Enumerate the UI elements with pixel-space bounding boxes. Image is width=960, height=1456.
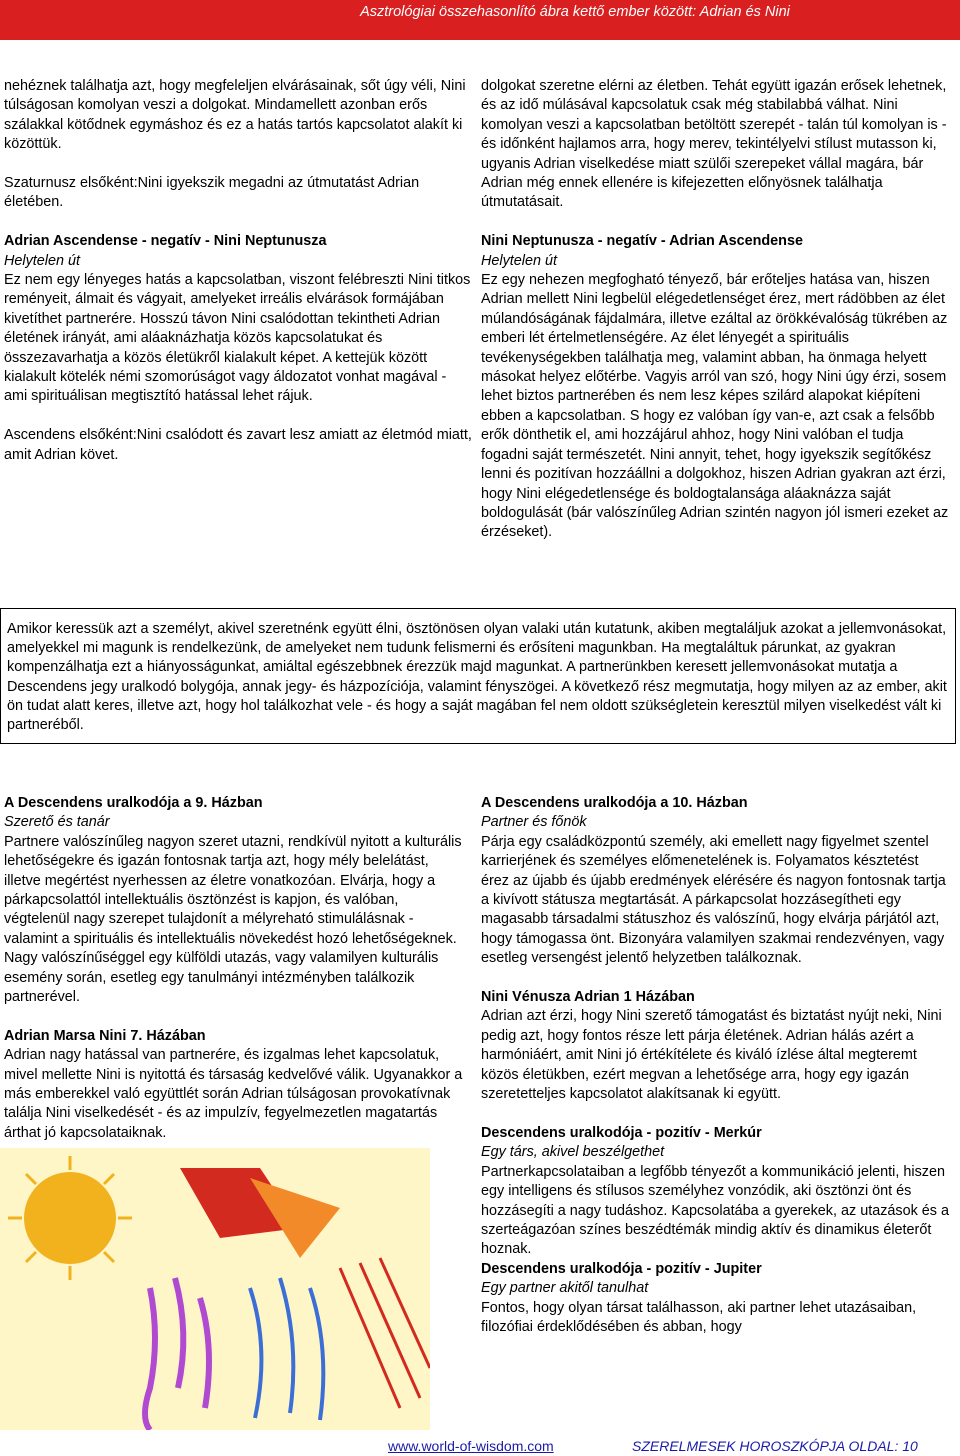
- continued-paragraph: nehéznek találhatja azt, hogy megfeleljen elvárásainak, sőt úgy véli, Nini túlságosan komolyan veszi a dolgokat. Mindamellett azonban erős szálakkal kötődnek egymáshoz és ez a hatás tartós kapcsolatot alakít ki közöttük.: [4, 78, 466, 153]
- section-subtitle: Partner és főnök: [481, 814, 587, 831]
- section-title: Descendens uralkodója - pozitív - Merkúr: [481, 1124, 762, 1141]
- continued-paragraph: dolgokat szeretne elérni az életben. Tehát együtt igazán erősek lehetnek, és az idő múlásával kapcsolatuk csak még stabilabbá válhat. Nini komolyan veszi a kapcsolatban betöltött szerepét - talán túl komolyan is - és időnként hajlamos arra, hogy merev, tekintélyelvi stílust mutasson ki, ugyanis Adrian viselkedése miatt szülői szerepeket vállal magára, bár Adrian még ennek ellenére is kifejezetten előnyösnek találhatja útmutatásait.: [481, 78, 947, 211]
- section-body: Adrian nagy hatással van partnerére, és izgalmas lehet kapcsolatuk, mivel mellette Nini is nyitottá és társaság kedvelővé válik. Ugyanakkor a más emberekkel való együttlét során Adrian túlságosan provokatívnak találja Nini viselkedését - és az impulzív, fegyelmezetlen magatartás árthat jó kapcsolataiknak.: [4, 1047, 463, 1141]
- section-subtitle: Egy társ, akivel beszélgethet: [481, 1144, 665, 1161]
- website-link[interactable]: www.world-of-wisdom.com: [388, 1438, 554, 1454]
- decorative-artwork: [0, 1148, 430, 1436]
- bottom-left-column: [4, 794, 466, 1143]
- section-title: A Descendens uralkodója a 10. Házban: [481, 795, 748, 811]
- section-subtitle: Helytelen út: [4, 252, 80, 269]
- ascendant-paragraph: Ascendens elsőként:Nini csalódott és zavart lesz amiatt az életmód miatt, amit Adrian követ.: [4, 427, 472, 463]
- header-title: Asztrológiai összehasonlító ábra kettő ember között: Adrian és Nini: [360, 4, 790, 20]
- section-body: Fontos, hogy olyan társat találhasson, aki partner lehet utazásaiban, filozófiai érdeklődésében és abban, hogy: [481, 1299, 917, 1335]
- section-body: Ez egy nehezen megfogható tényező, bár erőteljes hatása van, hiszen Adrian mellett Nini legbelül elégedetlenséget érez, mert rádöbben az élet múlandóságának fájdalmára, illetve ezáltal az örökkévalóság tükrében az emberi lét értelmetlenségére. Az élet lényegét a spirituális tevékenységekben találhatja meg, valamint abban, ha önmaga helyett másokat helyez előtérbe. Vagyis arról van szó, hogy Nini úgy érzi, sosem lehet biztos partnerében és nem lesz képes szilárd alapokat kiépíteni ebben a kapcsolatban. S hogy ez valóban így van-e, azt csak a felsőbb erők dönthetik el, ami hozzájárul ahhoz, hogy Nini valóban el tudja fogadni saját természetét. Nini annyit, tehet, hogy igyekszik segítőkész lenni és pozitívan hozzáállni a dolgokhoz, hiszen Adrian gyakran azt érzi, hogy Nini elégedetlensége és boldogtalansága aláaknázza saját boldogulását (bár valószínűleg Adrian szintén nagyon jól ismeri ezeket az érzéseket).: [481, 272, 949, 541]
- art-sun: [24, 1172, 116, 1264]
- section-subtitle: Egy partner akitől tanulhat: [481, 1280, 649, 1297]
- section-title: Adrian Ascendense - negatív - Nini Neptunusza: [4, 233, 327, 250]
- intro-text: Amikor keressük azt a személyt, akivel szeretnénk együtt élni, ösztönösen olyan valaki után kutatunk, akiben megtaláljuk azokat a jellemvonásokat, amelyekkel mi magunk is rendelkezünk, de amelyeket nem tudunk felismerni és erősíteni magunkban. Ha megtaláltuk párunkat, az gyakran kompenzálhatja ezt a hiányosságunkat, amiáltal egészebbnek érezzük majd magunkat. A partnerünkben keresett jellemvonásokat mutatja a Descendens jegy uralkodó bolygója, annak jegy- és házpozíciója, valamint fényszögei. A következő rész megmutatja, hogy milyen az az ember, akit ön tudat alatt keres, illetve azt, hogy hol találkozhat vele - és hogy a saját magában fel nem oldott szükségletein keresztül milyen viselkedést vált ki partneréből.: [7, 621, 947, 734]
- descendant-intro-box: [0, 608, 956, 744]
- top-right-column: [481, 77, 949, 543]
- section-title: Adrian Marsa Nini 7. Házában: [4, 1027, 206, 1044]
- abstract-drawing-image: [0, 1148, 430, 1430]
- bottom-right-column: [481, 794, 949, 1337]
- section-body: Ez nem egy lényeges hatás a kapcsolatban, viszont felébreszti Nini titkos reményeit, álmait és vágyait, amelyeket irreális elvárások formájában kivetíthet partnerére. Hosszú távon Nini csalódottan tekintheti Adrian életének irányát, ami aláaknázhatja közös kapcsolatukat és összezavarhatja a közös életükről kialakult képet. A kettejük között kialakult kötelék némi szomorúságot vagy áldozatot vonhat magával - ami spirituálisan megtisztító hatással lehet rájuk.: [4, 272, 471, 405]
- top-left-column: [4, 77, 472, 465]
- section-title: Nini Neptunusza - negatív - Adrian Ascendense: [481, 233, 803, 250]
- section-body: Partnerkapcsolataiban a legfőbb tényezőt a kommunikáció jelenti, hiszen egy intelligens és stílusos személyhez vonzódik, aki ösztönzi önt és hozzásegíti a nagy tudáshoz. Kapcsolatába a gyerekek, az utazások és a szerteágazóan színes beszédtémák mindig aktív és dinamikus életerőt hoznak.: [481, 1163, 949, 1258]
- section-subtitle: Szerető és tanár: [4, 814, 110, 831]
- page-header: [0, 0, 960, 40]
- section-body: Adrian azt érzi, hogy Nini szerető támogatást és biztatást nyújt neki, Nini pedig azt, hogy fontos része lett párja életének. Adrian hálás azért a harmóniáért, amit Nini jó értékítélete és kiváló ízlése által megteremt közös életükben, ezért megvan a lehetősége arra, hogy egy igazán szeretetteljes kapcsolatot alakítsanak ki együtt.: [481, 1008, 942, 1103]
- section-body: Párja egy családközpontú személy, aki emellett nagy figyelmet szentel karrierjének és személyes előmenetelének is. Folyamatos késztetést érez az újabb és újabb eredmények elérésére és nagyon fontosnak tartja a kivívott státusza megtartását. A párkapcsolat hozzásegítheti egy magasabb társadalmi státuszhoz és valószínű, hogy elvárja párjától azt, hogy támogassa önt. Bizonyára valamilyen szakmai rendezvényen, vagy esetleg versengést jelentő helyzetben találkoznak.: [481, 833, 946, 967]
- section-subtitle: Helytelen út: [481, 252, 557, 269]
- section-title: Nini Vénusza Adrian 1 Házában: [481, 989, 695, 1006]
- section-title: Descendens uralkodója - pozitív - Jupiter: [481, 1260, 762, 1277]
- section-title: A Descendens uralkodója a 9. Házban: [4, 795, 263, 811]
- saturn-paragraph: Szaturnusz elsőként:Nini igyekszik megadni az útmutatást Adrian életében.: [4, 175, 420, 211]
- page-number-label: SZERELMESEK HOROSZKÓPJA OLDAL: 10: [632, 1438, 918, 1454]
- section-body: Partnere valószínűleg nagyon szeret utazni, rendkívül nyitott a kulturális lehetőségekre és igazán fontosnak tartja azt, hogy mély belelátást, illetve megértést nyerhessen az életre vonatkozóan. Elvárja, hogy a párkapcsolattól intellektuális ösztönzést is kapjon, és valóban, végtelenül nagy szerepet tulajdonít a mélyreható stimulálásnak - valamint a spirituális és intellektuális növekedést hozó lehetőségeknek. Nagy valószínűséggel egy külföldi utazás, vagy valamilyen kulturális esemény során, esetleg egy tanulmányi intézményben találkozik partnerével.: [4, 833, 462, 1006]
